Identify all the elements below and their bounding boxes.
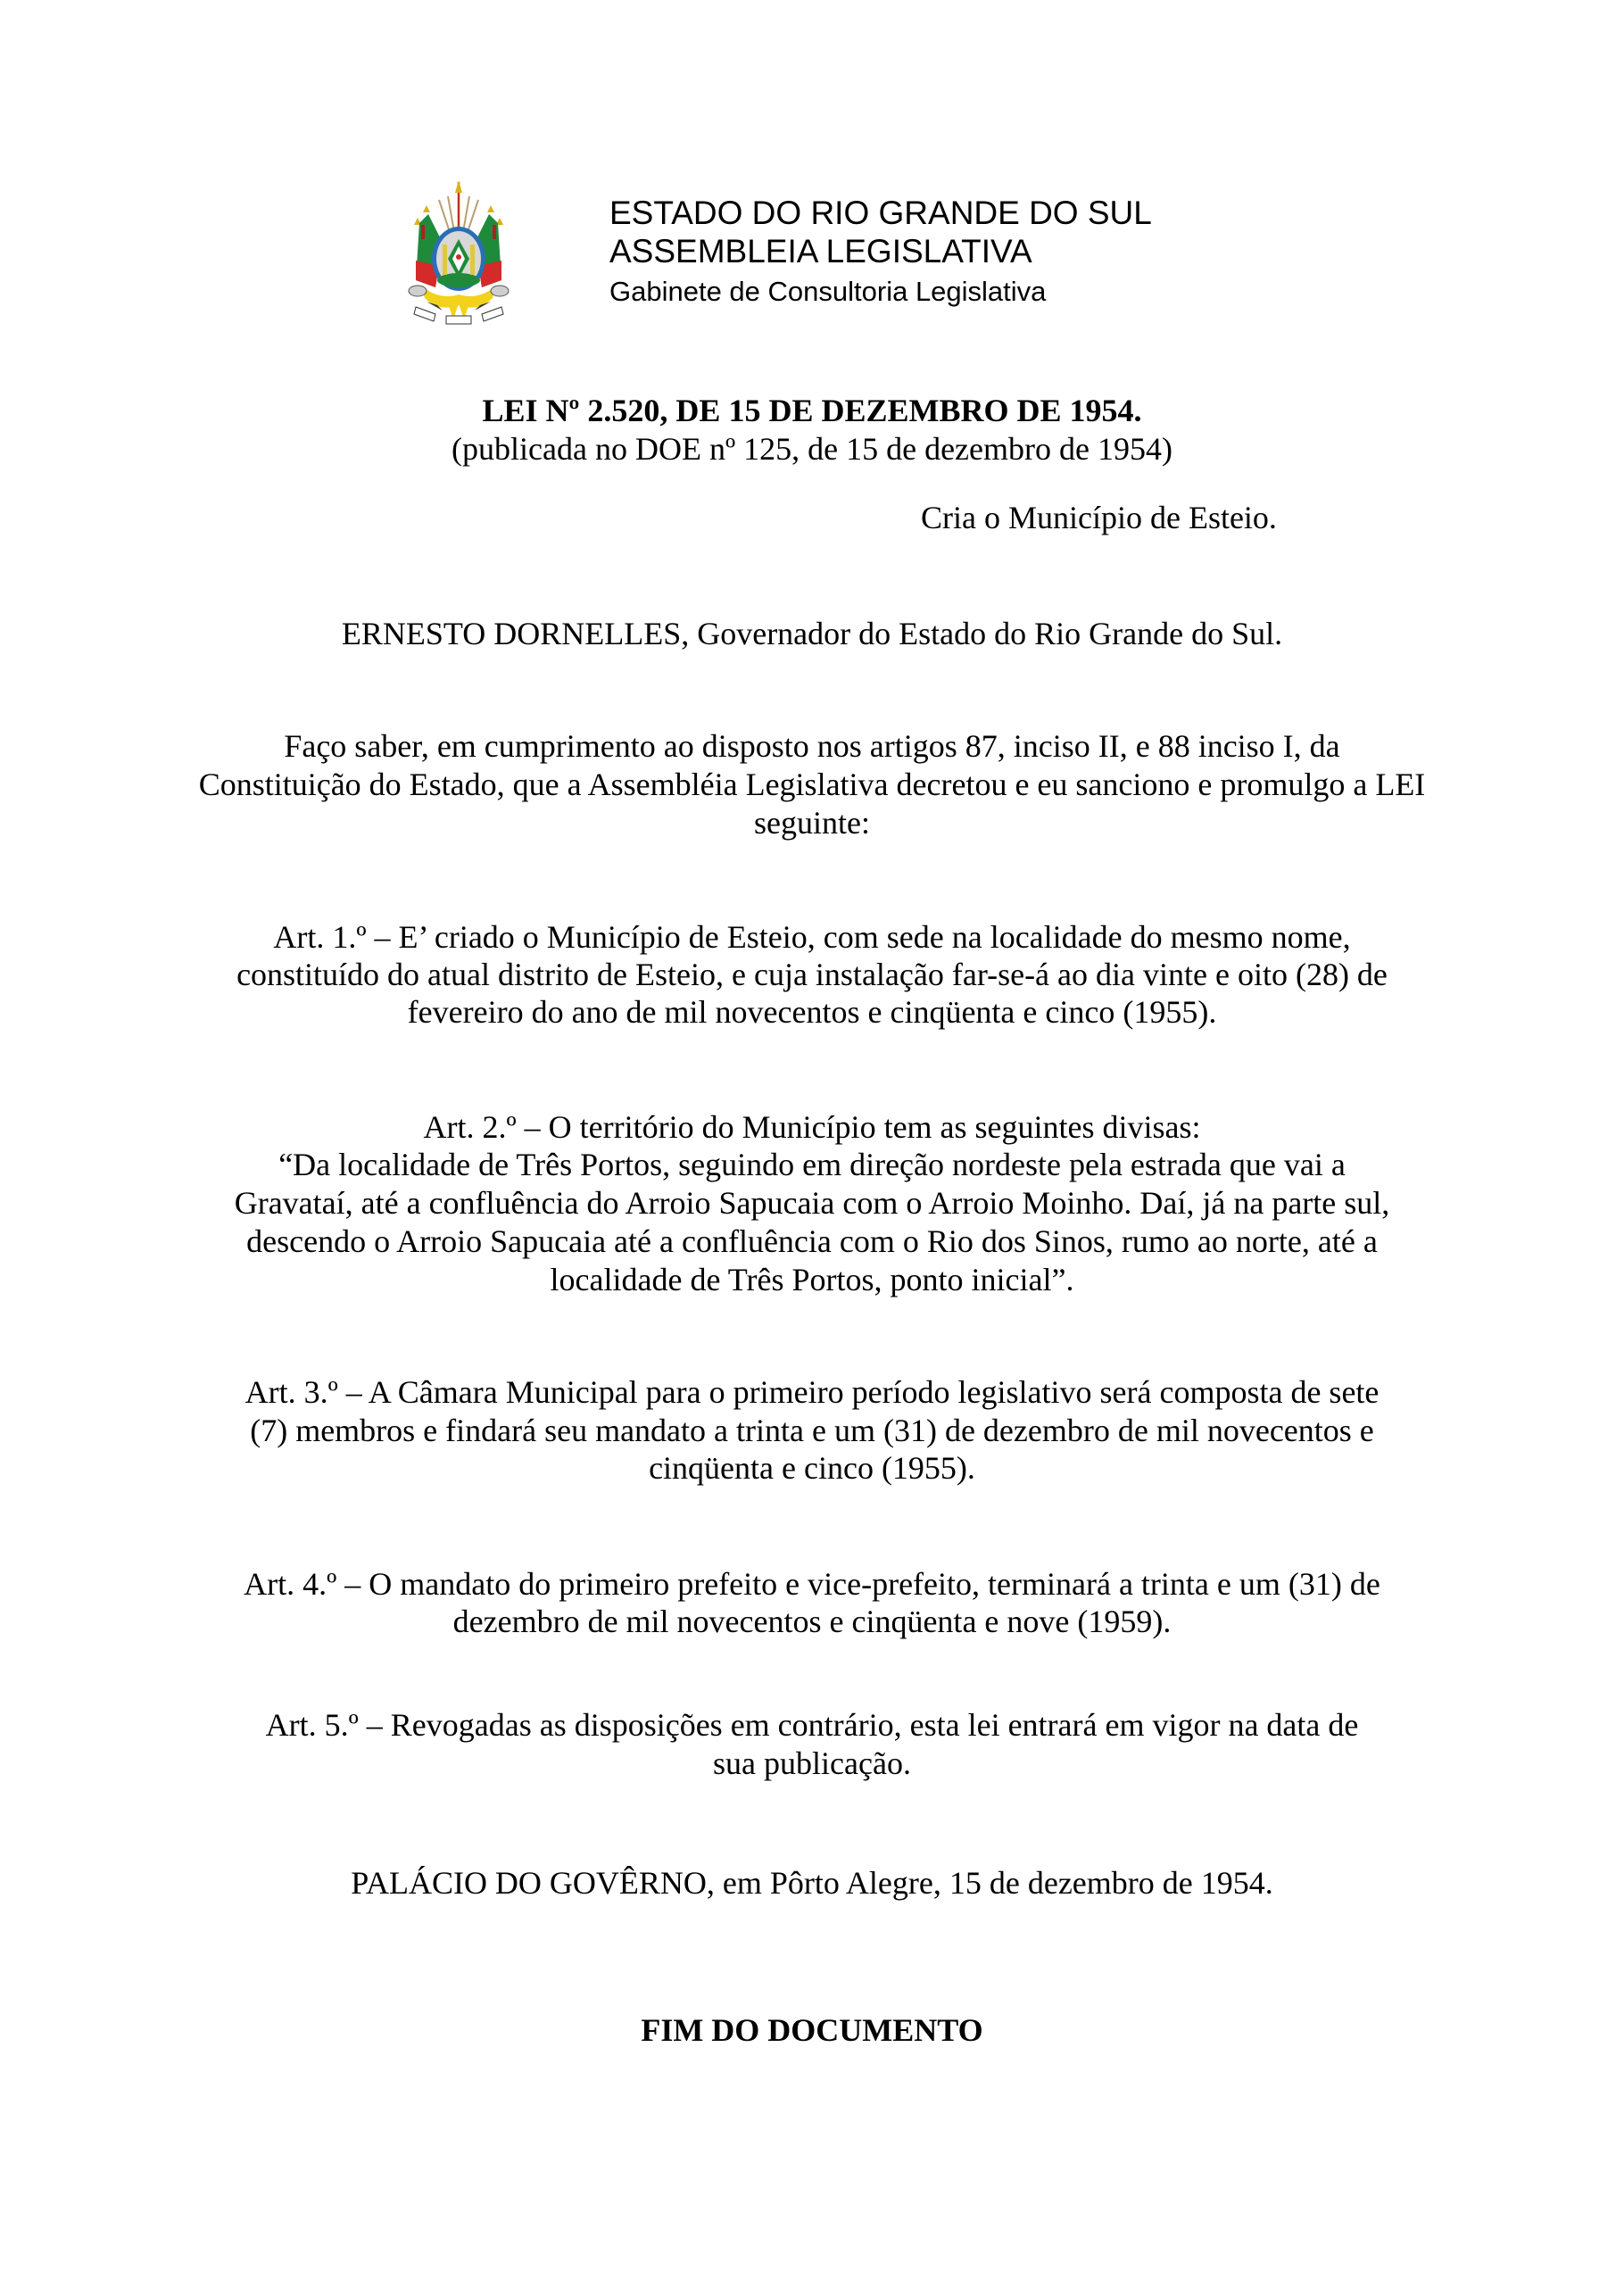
article-line: Art. 4.º – O mandato do primeiro prefeito e vice-prefeito, terminará a trinta e um (31) de (244, 1566, 1380, 1602)
article-line: descendo o Arroio Sapucaia até a confluência com o Rio dos Sinos, rumo ao norte, até a (246, 1223, 1378, 1259)
article-line: “Da localidade de Três Portos, seguindo em direção nordeste pela estrada que vai a (278, 1147, 1346, 1182)
header-assembly-name: ASSEMBLEIA LEGISLATIVA (609, 233, 1032, 269)
article-line: (7) membros e findará seu mandato a trinta e um (31) de dezembro de mil novecentos e (250, 1413, 1374, 1448)
article-line: dezembro de mil novecentos e cinqüenta e nove (1959). (452, 1604, 1172, 1639)
governor-statement: ERNESTO DORNELLES, Governador do Estado do Rio Grande do Sul. (341, 616, 1283, 651)
coat-of-arms-icon (403, 180, 514, 332)
closing-place-date: PALÁCIO DO GOVÊRNO, em Pôrto Alegre, 15 de dezembro de 1954. (351, 1865, 1273, 1901)
end-of-document: FIM DO DOCUMENTO (641, 2012, 983, 2048)
article-line: Art. 1.º – E’ criado o Município de Esteio, com sede na localidade do mesmo nome, (273, 919, 1351, 955)
article-line: localidade de Três Portos, ponto inicial”. (550, 1262, 1074, 1297)
article-line: fevereiro do ano de mil novecentos e cinqüenta e cinco (1955). (407, 994, 1217, 1030)
publication-note: (publicada no DOE nº 125, de 15 de dezembro de 1954) (452, 431, 1172, 467)
paragraph-line: Faço saber, em cumprimento ao disposto nos artigos 87, inciso II, e 88 inciso I, da (284, 728, 1340, 764)
paragraph-line: seguinte: (754, 805, 870, 841)
header-department-name: Gabinete de Consultoria Legislativa (609, 276, 1047, 307)
article-line: cinqüenta e cinco (1955). (649, 1450, 975, 1486)
paragraph-line: Constituição do Estado, que a Assembléia Legislativa decretou e eu sanciono e promulgo a LEI (198, 767, 1426, 802)
article-line: sua publicação. (713, 1745, 911, 1781)
header-state-name: ESTADO DO RIO GRANDE DO SUL (609, 195, 1152, 231)
article-line: Art. 3.º – A Câmara Municipal para o primeiro período legislativo será composta de sete (244, 1374, 1380, 1410)
article-line: constituído do atual distrito de Esteio, e cuja instalação far-se-á ao dia vinte e oito (28) de (236, 957, 1388, 992)
article-line: Art. 2.º – O território do Município tem as seguintes divisas: (423, 1109, 1201, 1145)
article-line: Art. 5.º – Revogadas as disposições em contrário, esta lei entrará em vigor na data de (265, 1707, 1359, 1743)
article-line: Gravataí, até a confluência do Arroio Sapucaia com o Arroio Moinho. Daí, já na parte sul, (234, 1185, 1390, 1221)
law-summary: Cria o Município de Esteio. (921, 500, 1277, 535)
law-title: LEI Nº 2.520, DE 15 DE DEZEMBRO DE 1954. (482, 393, 1142, 428)
